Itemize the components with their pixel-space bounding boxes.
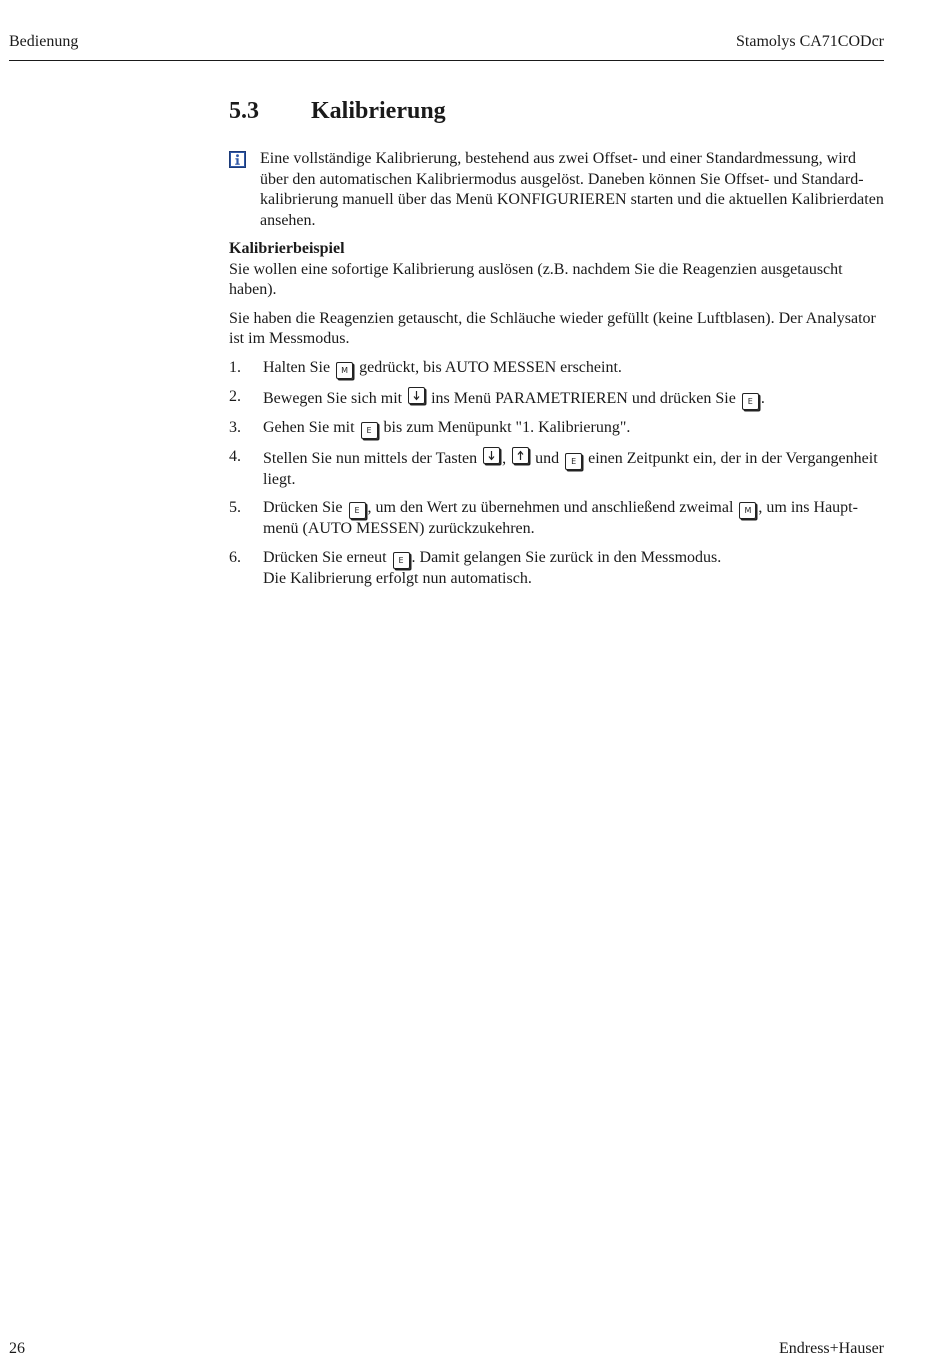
steps-list [229, 358, 885, 590]
main-content [229, 95, 885, 597]
e-key-icon: E [349, 502, 366, 519]
example-precondition: Sie haben die Reagenzien getauscht, die Schläuche wieder gefüllt (keine Luftblasen). Der Analysator ist im Messmodus. [229, 309, 876, 347]
step-number: 5. [229, 499, 241, 516]
list-item [229, 358, 885, 379]
step-number: 6. [229, 548, 241, 566]
example-intro: Sie wollen eine sofortige Kalibrierung auslösen (z.B. nachdem Sie die Reagenzien ausgetauscht haben). [229, 260, 843, 298]
step-text: Bewegen Sie sich mit ins Menü PARAMETRIEREN und drücken Sie E . [263, 387, 885, 410]
footer-brand: Endress+Hauser [779, 1340, 884, 1357]
list-item [229, 498, 885, 540]
step-text: Halten Sie M gedrückt, bis AUTO MESSEN erscheint. [263, 358, 885, 379]
m-key-icon: M [739, 502, 756, 519]
step-number: 1. [229, 358, 241, 376]
section-heading [229, 95, 885, 127]
section-number: 5.3 [229, 98, 259, 124]
arrow-up-key-icon [512, 447, 529, 464]
section-title: Kalibrierung [311, 98, 446, 124]
info-icon [229, 151, 246, 168]
arrow-down-key-icon [408, 387, 425, 404]
e-key-icon: E [361, 422, 378, 439]
header-rule [9, 60, 884, 61]
step-text: Drücken Sie E , um den Wert zu übernehmen und anschließend zweimal M , um ins Hauptmenü (AUTO MESSEN) zurückzukehren. [263, 499, 858, 537]
list-item [229, 418, 885, 439]
list-item [229, 447, 885, 491]
header-section: Bedienung [9, 33, 79, 50]
e-key-icon: E [565, 453, 582, 470]
page-number: 26 [9, 1340, 25, 1357]
step-number: 3. [229, 418, 241, 436]
e-key-icon: E [742, 393, 759, 410]
e-key-icon: E [393, 552, 410, 569]
info-text: Eine vollständige Kalibrierung, bestehend aus zwei Offset- und einer Standardmessung, wird über den automatischen Kalibriermodus ausgelöst. Daneben können Sie Offset- und Standardkalibrierung manuell über das Menü KONFIGURIEREN starten und die aktuellen Kalibrierdaten ansehen. [260, 150, 884, 229]
step-text: Drücken Sie erneut E . Damit gelangen Sie zurück in den Messmodus. Die Kalibrierung erfolgt nun automatisch. [263, 548, 722, 587]
step-number: 4. [229, 447, 241, 465]
step-number: 2. [229, 387, 241, 405]
step-text: Gehen Sie mit E bis zum Menüpunkt "1. Kalibrierung". [263, 418, 885, 439]
m-key-icon: M [336, 362, 353, 379]
example-title: Kalibrierbeispiel [229, 240, 345, 257]
list-item [229, 548, 885, 590]
step-result: Die Kalibrierung erfolgt nun automatisch. [263, 569, 532, 587]
header-product: Stamolys CA71CODcr [736, 33, 884, 50]
info-note [229, 149, 885, 231]
step-text: Stellen Sie nun mittels der Tasten , und E einen Zeitpunkt ein, der in der Vergangenheit liegt. [263, 447, 885, 491]
list-item [229, 387, 885, 410]
arrow-down-key-icon [483, 447, 500, 464]
